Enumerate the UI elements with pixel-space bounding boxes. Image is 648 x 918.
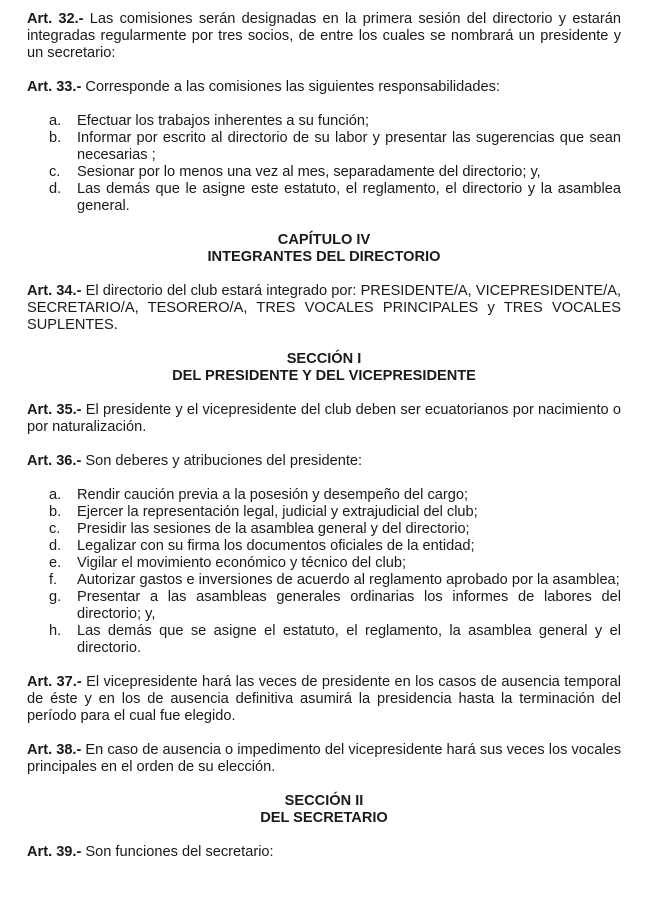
- list-item-letter: d.: [49, 538, 62, 554]
- list-item-text: Presidir las sesiones de la asamblea general y del directorio;: [77, 521, 470, 537]
- list-item-letter: g.: [49, 589, 62, 605]
- article-36-list: [27, 487, 621, 657]
- list-item-letter: b.: [49, 504, 62, 520]
- list-item-letter: f.: [49, 572, 58, 588]
- article-33-list: [27, 113, 621, 215]
- list-item-text: Presentar a las asambleas generales ordinarias los informes de labores del directorio; y,: [77, 589, 621, 622]
- section-heading: [27, 793, 621, 827]
- list-item-letter: a.: [49, 487, 62, 503]
- section-number: SECCIÓN I: [286, 351, 362, 367]
- section-heading: [27, 351, 621, 385]
- article-text: En caso de ausencia o impedimento del vicepresidente hará sus veces los vocales principales en el orden de su elección.: [27, 742, 621, 775]
- list-item: [49, 572, 621, 589]
- section-number: SECCIÓN II: [284, 793, 364, 809]
- list-item-letter: a.: [49, 113, 62, 129]
- article-label: Art. 35.-: [27, 402, 82, 418]
- article-37: [27, 674, 621, 725]
- list-item-letter: c.: [49, 521, 61, 537]
- article-label: Art. 34.-: [27, 283, 82, 299]
- article-text: El presidente y el vicepresidente del club deben ser ecuatorianos por nacimiento o por naturalización.: [27, 402, 621, 435]
- list-item-text: Las demás que se asigne el estatuto, el reglamento, la asamblea general y el directorio.: [77, 623, 621, 656]
- article-label: Art. 39.-: [27, 844, 82, 860]
- list-item-text: Informar por escrito al directorio de su labor y presentar las sugerencias que sean necesarias ;: [77, 130, 621, 163]
- article-text: Son funciones del secretario:: [81, 844, 274, 860]
- list-item-text: Efectuar los trabajos inherentes a su función;: [77, 113, 370, 129]
- article-label: Art. 33.-: [27, 79, 82, 95]
- article-label: Art. 38.-: [27, 742, 82, 758]
- list-item: [49, 555, 621, 572]
- list-item: [49, 181, 621, 215]
- chapter-title: INTEGRANTES DEL DIRECTORIO: [207, 249, 441, 265]
- list-item-text: Autorizar gastos e inversiones de acuerdo al reglamento aprobado por la asamblea;: [77, 572, 620, 588]
- article-text: Las comisiones serán designadas en la primera sesión del directorio y estarán integradas regularmente por tres socios, de entre los cuales se nombrará un presidente y un secretario:: [27, 11, 621, 61]
- section-title: DEL PRESIDENTE Y DEL VICEPRESIDENTE: [172, 368, 476, 384]
- article-33: [27, 79, 621, 96]
- list-item-text: Ejercer la representación legal, judicial y extrajudicial del club;: [77, 504, 478, 520]
- article-36: [27, 453, 621, 470]
- list-item-text: Vigilar el movimiento económico y técnico del club;: [77, 555, 407, 571]
- article-text: El directorio del club estará integrado por: PRESIDENTE/A, VICEPRESIDENTE/A, SECRETARIO/A, TESORERO/A, TRES VOCALES PRINCIPALES y TRES VOCALES SUPLENTES.: [27, 283, 621, 333]
- list-item: [49, 538, 621, 555]
- article-text: Corresponde a las comisiones las siguientes responsabilidades:: [81, 79, 500, 95]
- list-item-letter: d.: [49, 181, 62, 197]
- article-label: Art. 36.-: [27, 453, 82, 469]
- chapter-number: CAPÍTULO IV: [277, 232, 371, 248]
- list-item: [49, 504, 621, 521]
- list-item-letter: h.: [49, 623, 62, 639]
- list-item-letter: c.: [49, 164, 61, 180]
- article-text: Son deberes y atribuciones del presidente:: [81, 453, 363, 469]
- list-item-letter: b.: [49, 130, 62, 146]
- article-34: [27, 283, 621, 334]
- article-38: [27, 742, 621, 776]
- list-item: [49, 164, 621, 181]
- list-item: [49, 113, 621, 130]
- article-35: [27, 402, 621, 436]
- list-item-text: Legalizar con su firma los documentos oficiales de la entidad;: [77, 538, 475, 554]
- list-item-text: Sesionar por lo menos una vez al mes, separadamente del directorio; y,: [77, 164, 541, 180]
- list-item: [49, 623, 621, 657]
- article-label: Art. 32.-: [27, 11, 84, 27]
- list-item-text: Rendir caución previa a la posesión y desempeño del cargo;: [77, 487, 469, 503]
- article-text: El vicepresidente hará las veces de presidente en los casos de ausencia temporal de éste y en los de ausencia definitiva asumirá la presidencia hasta la terminación del período para el cual fue elegido.: [27, 674, 621, 724]
- list-item-text: Las demás que le asigne este estatuto, el reglamento, el directorio y la asamblea general.: [77, 181, 621, 214]
- article-label: Art. 37.-: [27, 674, 82, 690]
- list-item: [49, 521, 621, 538]
- list-item: [49, 589, 621, 623]
- section-title: DEL SECRETARIO: [260, 810, 388, 826]
- list-item-letter: e.: [49, 555, 62, 571]
- article-32: [27, 11, 621, 62]
- list-item: [49, 130, 621, 164]
- chapter-heading: [27, 232, 621, 266]
- list-item: [49, 487, 621, 504]
- article-39: [27, 844, 621, 861]
